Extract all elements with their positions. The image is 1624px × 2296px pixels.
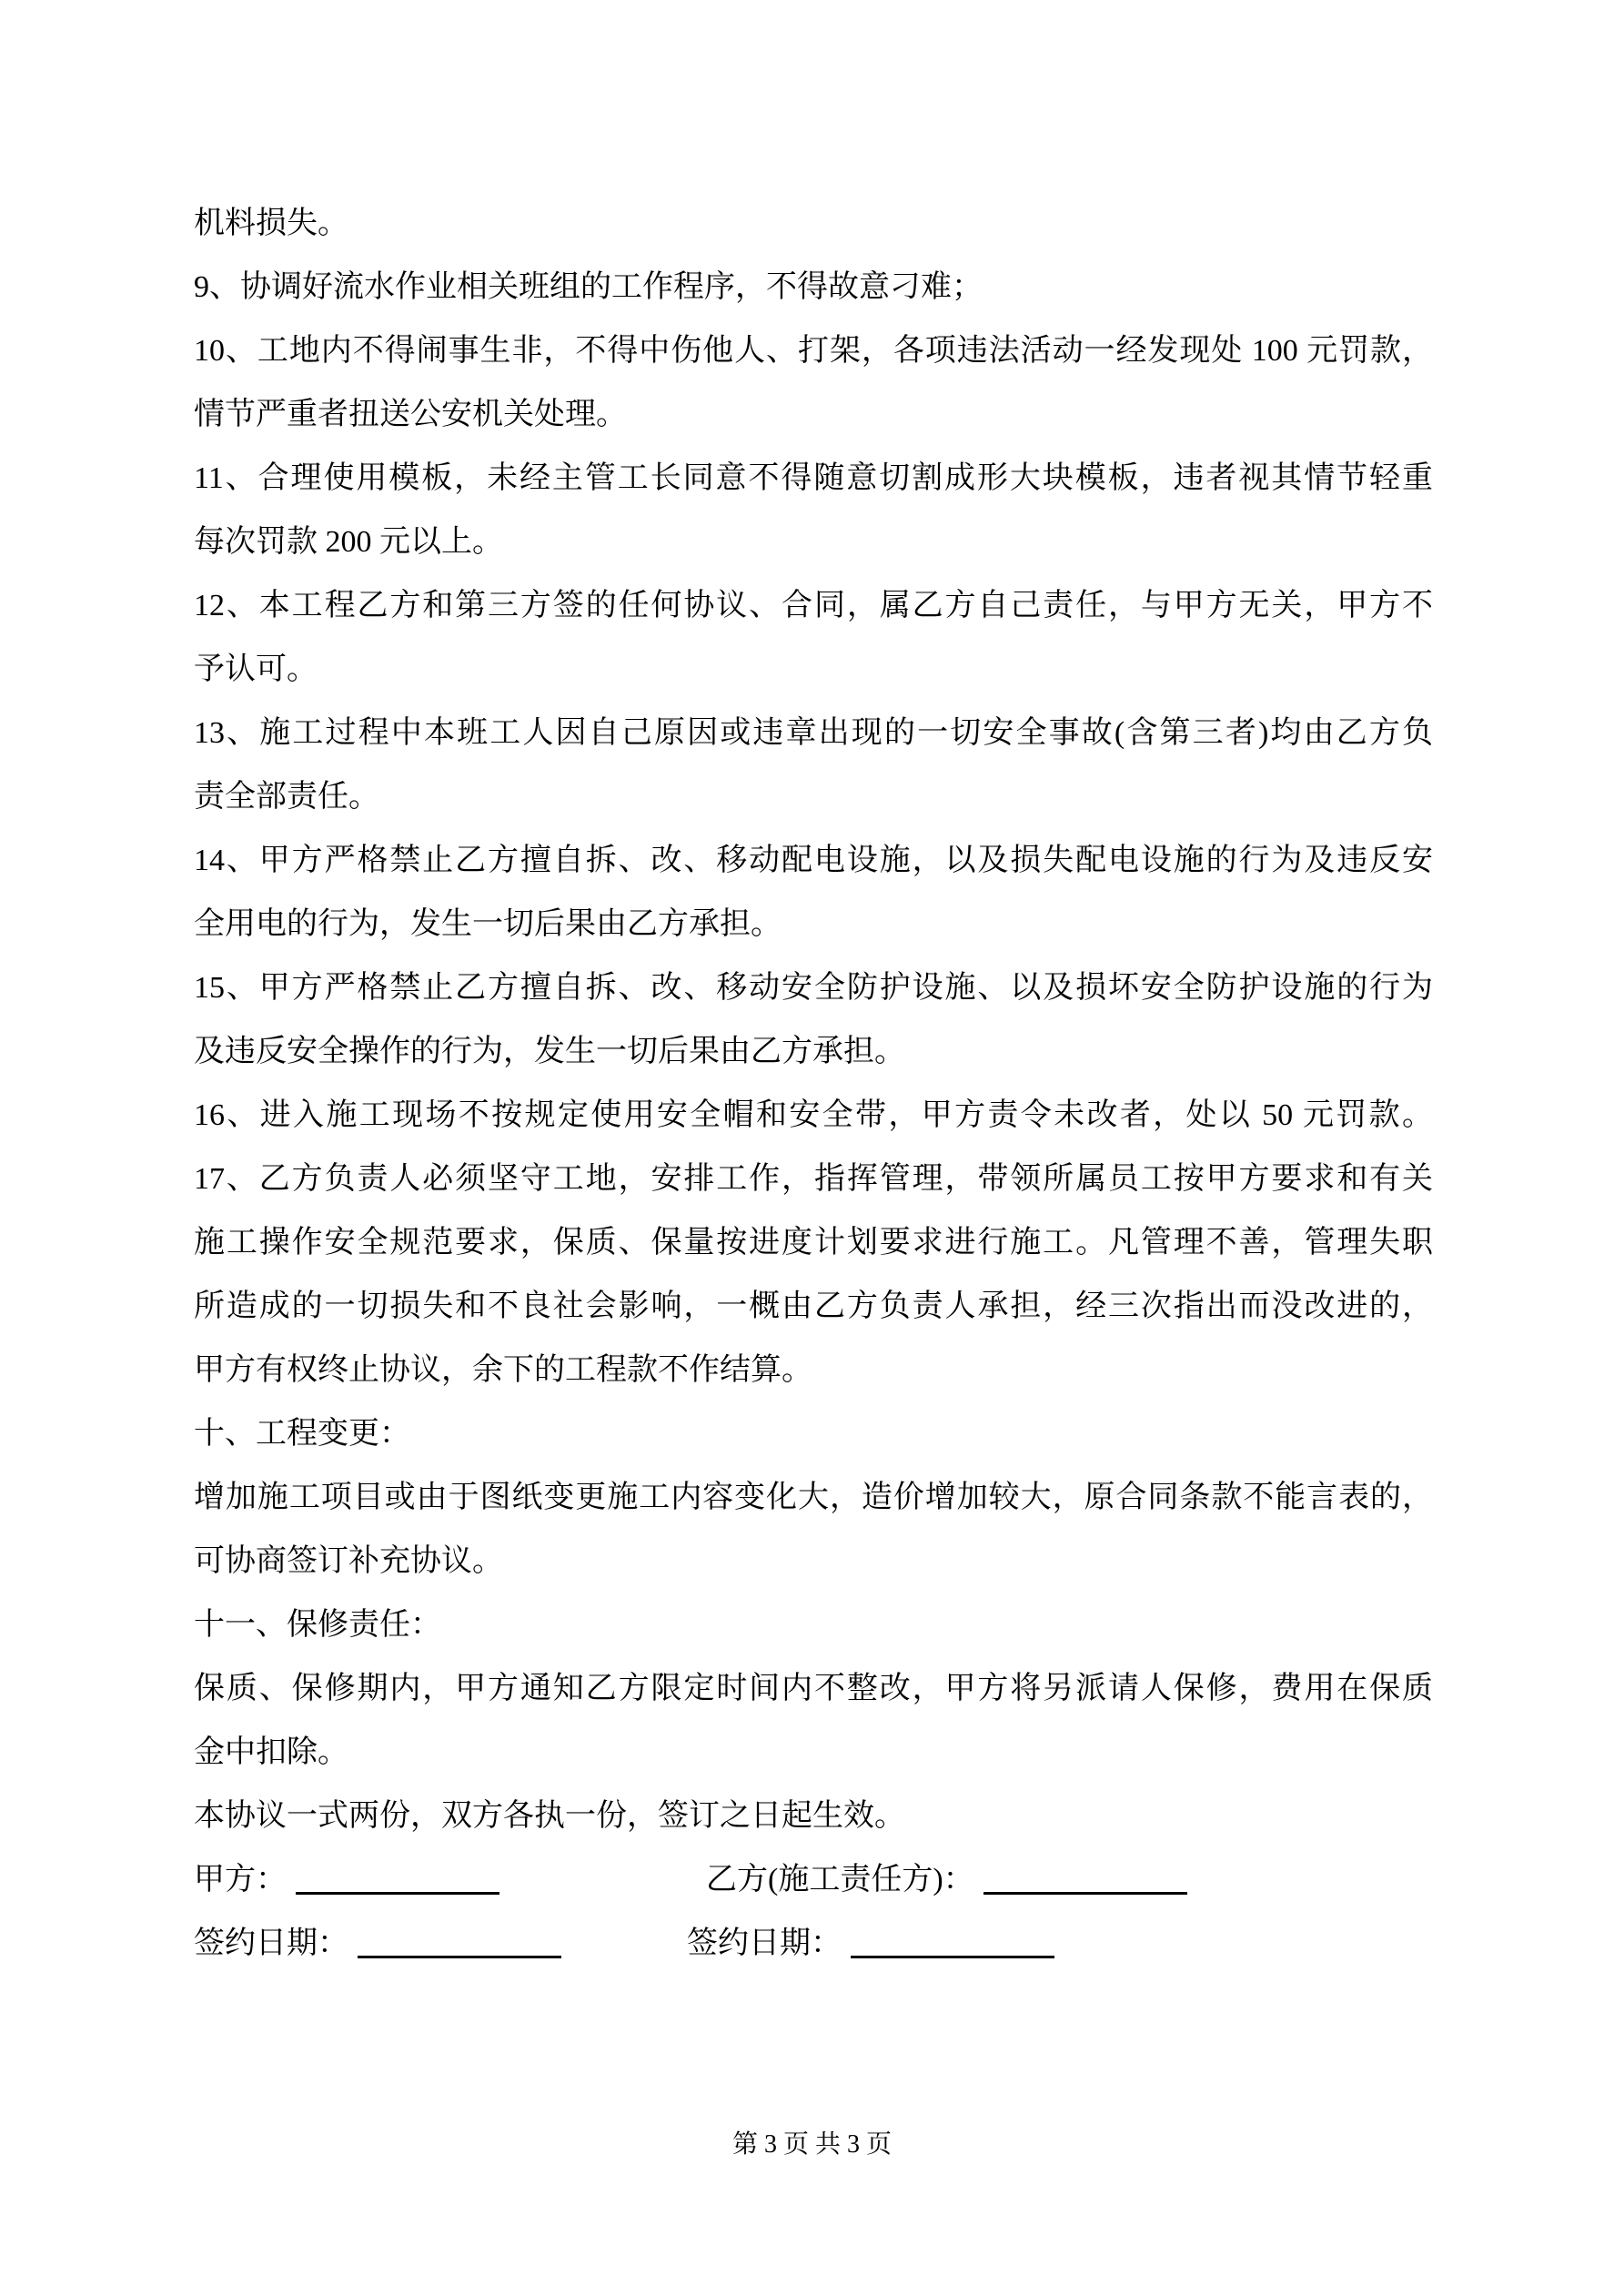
paragraph-line: 可协商签订补充协议。 xyxy=(194,1544,503,1578)
date-a-label: 签约日期： xyxy=(194,1927,348,1960)
date-b-field xyxy=(687,1912,1054,1976)
date-a-field xyxy=(194,1912,561,1976)
party-b-field xyxy=(706,1848,1187,1912)
paragraph-line: 12、本工程乙方和第三方签的任何协议、合同，属乙方自己责任，与甲方无关，甲方不 xyxy=(194,589,1433,622)
date-b-blank-line xyxy=(851,1928,1054,1958)
signature-row-parties xyxy=(194,1848,1433,1912)
signature-row-dates xyxy=(194,1912,1433,1976)
section-heading: 十一、保修责任： xyxy=(194,1608,441,1642)
date-b-label: 签约日期： xyxy=(687,1927,842,1960)
paragraph-line: 全用电的行为，发生一切后果由乙方承担。 xyxy=(194,907,782,941)
paragraph-line: 本协议一式两份，双方各执一份，签订之日起生效。 xyxy=(194,1799,905,1833)
paragraph-line: 14、甲方严格禁止乙方擅自拆、改、移动配电设施，以及损失配电设施的行为及违反安 xyxy=(194,844,1433,877)
paragraph-line: 增加施工项目或由于图纸变更施工内容变化大，造价增加较大，原合同条款不能言表的， xyxy=(194,1481,1433,1514)
party-a-field xyxy=(194,1848,499,1912)
party-a-blank-line xyxy=(296,1865,499,1895)
paragraph-line: 13、施工过程中本班工人因自己原因或违章出现的一切安全事故(含第三者)均由乙方负 xyxy=(194,716,1433,750)
paragraph-line: 及违反安全操作的行为，发生一切后果由乙方承担。 xyxy=(194,1035,905,1068)
paragraph-line: 甲方有权终止协议，余下的工程款不作结算。 xyxy=(194,1353,812,1387)
paragraph-line: 15、甲方严格禁止乙方擅自拆、改、移动安全防护设施、以及损坏安全防护设施的行为 xyxy=(194,971,1433,1005)
paragraph-line: 每次罚款 200 元以上。 xyxy=(194,525,503,559)
party-a-label: 甲方： xyxy=(194,1863,287,1896)
paragraph-line: 予认可。 xyxy=(194,652,318,686)
paragraph-line: 所造成的一切损失和不良社会影响，一概由乙方负责人承担，经三次指出而没改进的， xyxy=(194,1290,1433,1323)
paragraph-line: 9、协调好流水作业相关班组的工作程序，不得故意刁难； xyxy=(194,270,983,304)
paragraph-line: 施工操作安全规范要求，保质、保量按进度计划要求进行施工。凡管理不善，管理失职 xyxy=(194,1226,1433,1259)
paragraph-line: 17、乙方负责人必须坚守工地，安排工作，指挥管理，带领所属员工按甲方要求和有关 xyxy=(194,1162,1433,1196)
paragraph-line: 机料损失。 xyxy=(194,207,348,240)
paragraph-line: 责全部责任。 xyxy=(194,780,379,814)
party-b-label: 乙方(施工责任方)： xyxy=(706,1863,974,1896)
paragraph-line: 10、工地内不得闹事生非，不得中伤他人、打架，各项违法活动一经发现处 100 元罚款， xyxy=(194,334,1433,368)
party-b-blank-line xyxy=(983,1865,1187,1895)
section-heading: 十、工程变更： xyxy=(194,1417,410,1451)
document-body xyxy=(194,192,1433,1976)
paragraph-line: 11、合理使用模板，未经主管工长同意不得随意切割成形大块模板，违者视其情节轻重 xyxy=(194,461,1433,495)
paragraph-line: 金中扣除。 xyxy=(194,1735,348,1769)
paragraph-line: 保质、保修期内，甲方通知乙方限定时间内不整改，甲方将另派请人保修，费用在保质 xyxy=(194,1672,1433,1705)
date-a-blank-line xyxy=(358,1928,561,1958)
paragraph-line: 情节严重者扭送公安机关处理。 xyxy=(194,398,627,431)
paragraph-line: 16、进入施工现场不按规定使用安全帽和安全带，甲方责令未改者，处以 50 元罚款。 xyxy=(194,1098,1433,1132)
page-footer: 第 3 页 共 3 页 xyxy=(731,2130,892,2159)
